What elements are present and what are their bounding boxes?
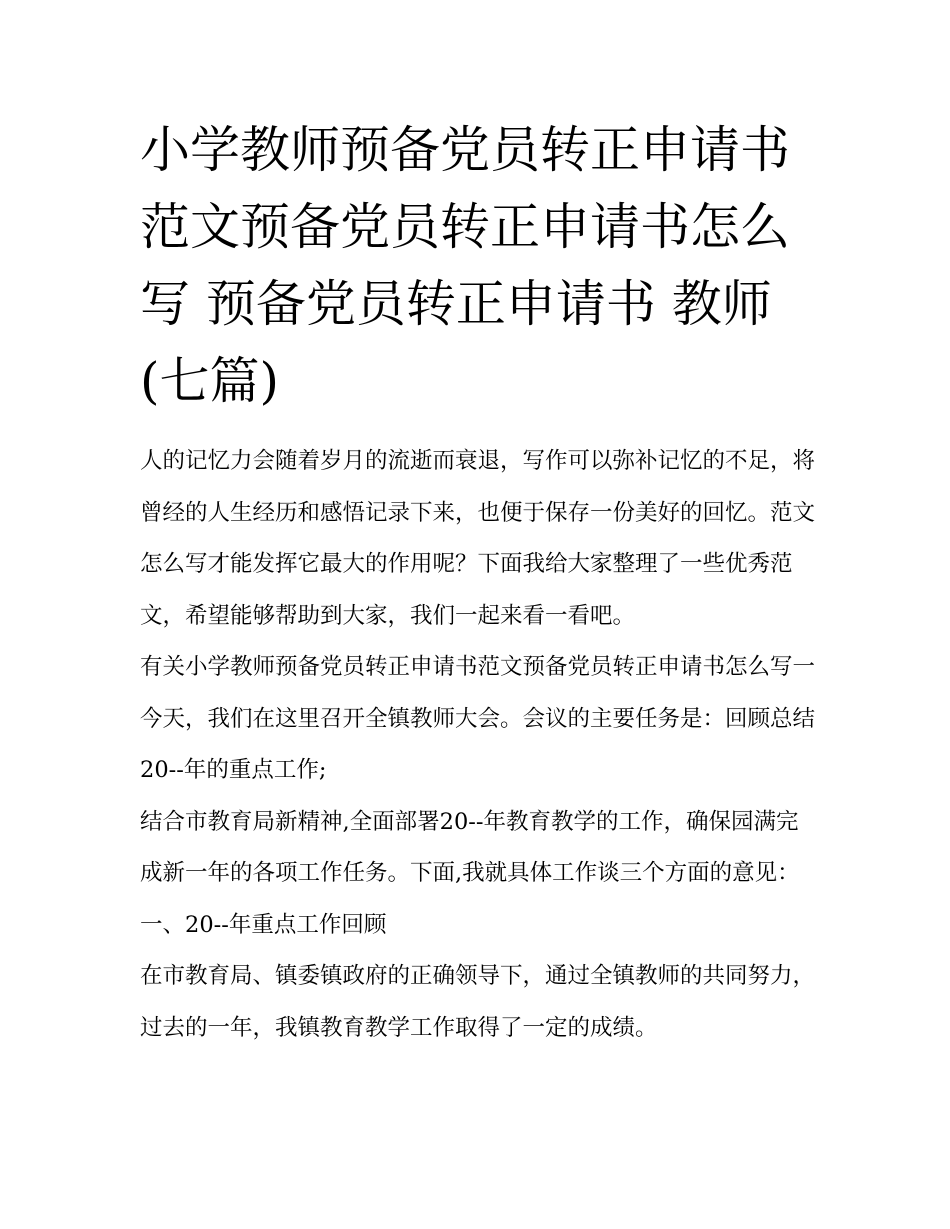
document-body <box>140 436 820 1054</box>
paragraph-intro: 人的记忆力会随着岁月的流逝而衰退，写作可以弥补记忆的不足，将曾经的人生经历和感悟记录下来，也便于保存一份美好的回忆。范文怎么写才能发挥它最大的作用呢？下面我给大家整理了一些优秀范文，希望能够帮助到大家，我们一起来看一看吧。 <box>140 448 816 629</box>
paragraph-achievements: 在市教育局、镇委镇政府的正确领导下，通过全镇教师的共同努力，过去的一年，我镇教育教学工作取得了一定的成绩。 <box>140 963 816 1041</box>
document-title: 小学教师预备党员转正申请书范文预备党员转正申请书怎么写 预备党员转正申请书 教师(七篇) <box>140 121 790 410</box>
paragraph-deployment: 结合市教育局新精神,全面部署20--年教育教学的工作，确保园满完成新一年的各项工作任务。下面,我就具体工作谈三个方面的意见： 一、20--年重点工作回顾 <box>140 808 800 938</box>
paragraph-meeting: 有关小学教师预备党员转正申请书范文预备党员转正申请书怎么写一 今天，我们在这里召开全镇教师大会。会议的主要任务是：回顾总结20--年的重点工作; <box>140 654 816 783</box>
